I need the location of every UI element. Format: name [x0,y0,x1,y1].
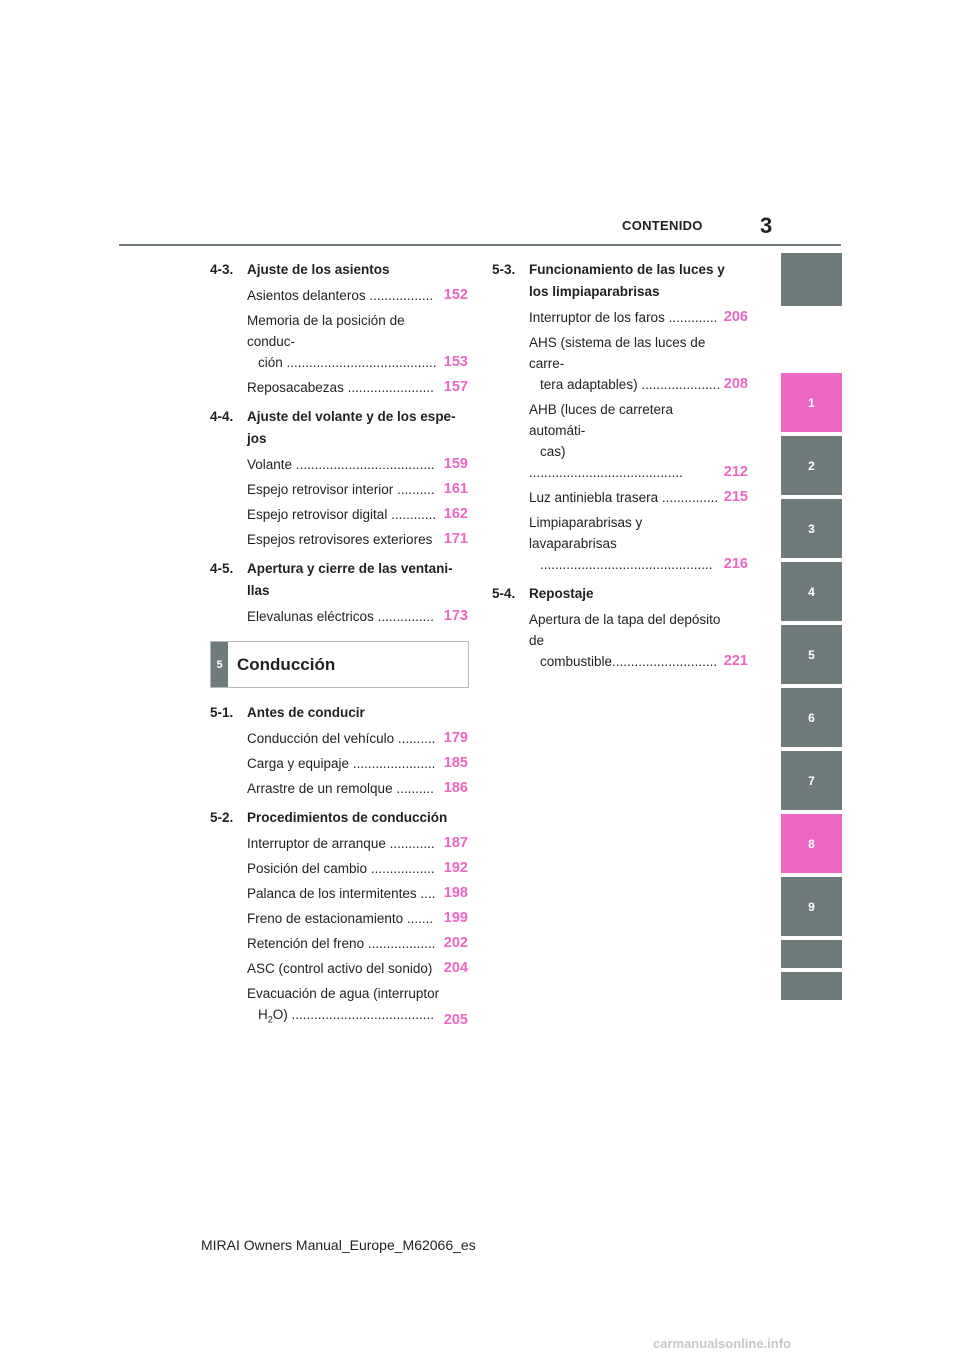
page-link[interactable]: 152 [443,287,468,303]
chapter-tab-1[interactable]: 1 [781,373,842,432]
toc-entry[interactable]: Carga y equipaje ...................... 185 [247,753,468,774]
toc-entry[interactable]: Limpiaparabrisas y lavaparabrisas .............................................. 216 [529,512,748,575]
page-number: 3 [760,213,773,238]
toc-entry[interactable]: Elevalunas eléctricos ............... 173 [247,606,468,627]
page-link[interactable]: 157 [443,379,468,395]
toc-entry[interactable]: Arrastre de un remolque .......... 186 [247,778,468,799]
chapter-number: 5 [211,642,228,687]
page-link[interactable]: 153 [443,354,468,370]
toc-entry[interactable]: Espejo retrovisor interior .......... 161 [247,479,468,500]
chapter-tab-3[interactable]: 3 [781,499,842,558]
document-footer: MIRAI Owners Manual_Europe_M62066_es [201,1237,476,1253]
chapter-tab-2[interactable]: 2 [781,436,842,495]
toc-entry[interactable]: Evacuación de agua (interruptor $H_2O$) ...................................... 205 [247,983,468,1031]
header-title: CONTENIDO [622,218,703,233]
page-link[interactable]: 204 [443,960,468,976]
toc-entry[interactable]: Reposacabezas ....................... 157 [247,377,468,398]
toc-left-column [210,255,468,1031]
section-heading: 5-3. Funcionamiento de las luces y los limpiaparabrisas [492,262,725,299]
section-heading: 5-4. Repostaje [492,586,594,601]
toc-entry[interactable]: Apertura de la tapa del depósito de combustible............................ 221 [529,609,748,672]
chapter-tab-5[interactable]: 5 [781,625,842,684]
toc-entry[interactable]: Palanca de los intermitentes .... 198 [247,883,468,904]
section-heading: 5-1. Antes de conducir [210,705,365,720]
toc-entry[interactable]: Interruptor de los faros ............. 206 [529,307,748,328]
toc-entry[interactable]: ASC (control activo del sonido) 204 [247,958,468,979]
page-link[interactable]: 186 [443,780,468,796]
page-link[interactable]: 198 [443,885,468,901]
toc-entry[interactable]: Retención del freno .................. 202 [247,933,468,954]
toc-entry[interactable]: Luz antiniebla trasera ............... 215 [529,487,748,508]
chapter-tab-blank[interactable] [781,253,842,306]
toc-entry[interactable]: Volante ..................................... 159 [247,454,468,475]
page-link[interactable]: 216 [723,556,748,572]
toc-entry[interactable]: Posición del cambio ................. 192 [247,858,468,879]
page-link[interactable]: 173 [443,608,468,624]
page-link[interactable]: 162 [443,506,468,522]
toc-entry[interactable]: Espejo retrovisor digital ............ 162 [247,504,468,525]
page-link[interactable]: 199 [443,910,468,926]
page-link[interactable]: 221 [723,653,748,669]
chapter-tab-8[interactable]: 8 [781,814,842,873]
section-heading: 4-3. Ajuste de los asientos [210,262,390,277]
page-link[interactable]: 192 [443,860,468,876]
page-link[interactable]: 205 [443,1011,468,1028]
toc-entry[interactable]: Asientos delanteros ................. 152 [247,285,468,306]
chapter-tab-index-2[interactable] [781,972,842,1000]
chapter-heading [210,641,469,688]
section-heading: 4-5. Apertura y cierre de las ventani-llas [210,561,453,598]
chapter-title: Conducción [237,654,336,674]
chapter-tab-index[interactable] [781,940,842,968]
page-link[interactable]: 187 [443,835,468,851]
chapter-tab-7[interactable]: 7 [781,751,842,810]
chapter-tab-4[interactable]: 4 [781,562,842,621]
page-link[interactable]: 185 [443,755,468,771]
page-link[interactable]: 202 [443,935,468,951]
section-heading: 4-4. Ajuste del volante y de los espe-jos [210,409,456,446]
page-link[interactable]: 215 [723,489,748,505]
page-link[interactable]: 171 [443,531,468,547]
page-link[interactable]: 179 [443,730,468,746]
toc-entry[interactable]: Memoria de la posición de conduc- ción ........................................ 153 [247,310,468,373]
watermark: carmanualsonline.info [653,1336,791,1351]
page-link[interactable]: 161 [443,481,468,497]
header-rule [119,244,841,246]
page-link[interactable]: 206 [723,309,748,325]
toc-entry[interactable]: Conducción del vehículo .......... 179 [247,728,468,749]
page-link[interactable]: 208 [723,376,748,392]
section-heading: 5-2. Procedimientos de conducción [210,810,448,825]
toc-entry[interactable]: Espejos retrovisores exteriores 171 [247,529,468,550]
toc-right-column [492,255,748,672]
page-link[interactable]: 212 [723,464,748,480]
toc-entry[interactable]: AHS (sistema de las luces de carre- tera adaptables) ..................... 208 [529,332,748,395]
toc-entry[interactable]: Freno de estacionamiento ....... 199 [247,908,468,929]
toc-entry[interactable]: AHB (luces de carretera automáti- cas) ......................................... 212 [529,399,748,483]
page-link[interactable]: 159 [443,456,468,472]
chapter-tab-6[interactable]: 6 [781,688,842,747]
chapter-tab-9[interactable]: 9 [781,877,842,936]
toc-entry[interactable]: Interruptor de arranque ............ 187 [247,833,468,854]
